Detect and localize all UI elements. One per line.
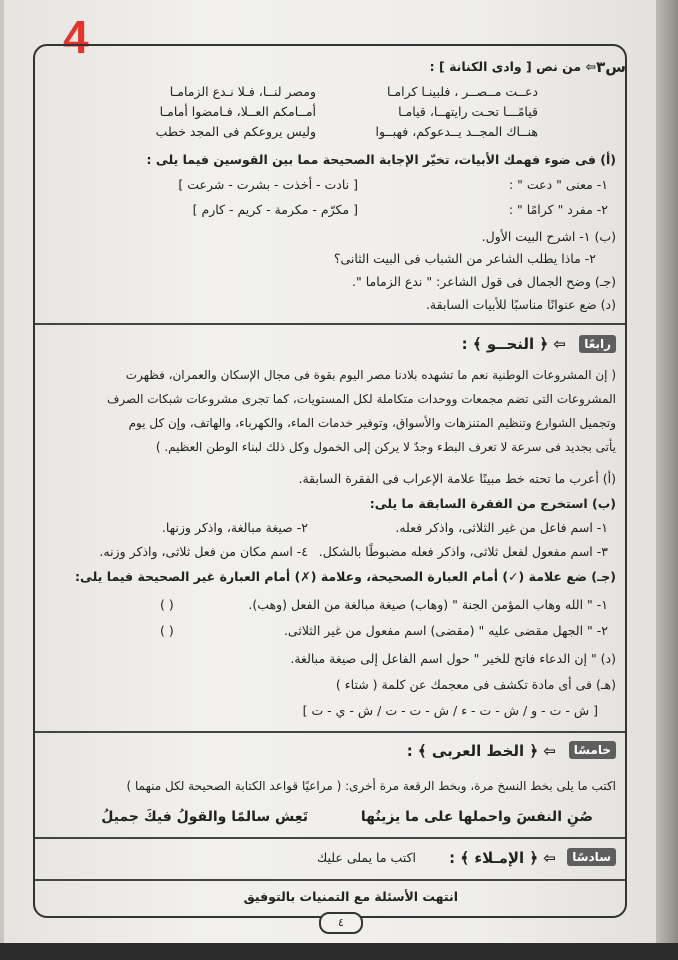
sec5-verse-right: صُنِ النفسَ واحملها على ما يزينُها: [360, 809, 593, 825]
poem-line1-left: ومصر لنــا، فـلا نـدع الزمامـا: [169, 84, 316, 99]
section6-heading: ⇦ ﴿ الإمـلاء ﴾ :: [449, 849, 556, 867]
section3-label: س٣: [596, 58, 626, 76]
sec4-c2-answer[interactable]: ( ): [160, 623, 174, 638]
sec3-a2-options: [ مكرّم - مكرمة - كريم - كارم ]: [192, 202, 358, 217]
section4-heading: ⇦ ﴿ النحــو ﴾ :: [461, 335, 566, 353]
grammar-para-line4: يأتى بجديد فى سرعة لا تعرف البطء وجدٌ لا يركن إلى الخمول وكل ذلك لبناء الوطن العظيم. ): [155, 440, 616, 454]
poem-line3-right: هنــاك المجــد يــدعوكم، فهبــوا: [375, 124, 538, 139]
grammar-para-line1: ( إن المشروعات الوطنية نعم ما تشهده بلادنا مصر اليوم بقوة فى مجال الإسكان والعمران، فظهرت: [125, 368, 616, 382]
footer-page-number: ٤: [319, 912, 363, 934]
sec3-a2-question: ٢- مفرد " كرامًا " :: [508, 202, 608, 217]
sec4-b-intro: (ب) استخرج من الفقرة السابقة ما يلى:: [369, 496, 616, 511]
section5-heading: ⇦ ﴿ الخط العربى ﴾ :: [406, 742, 556, 760]
sec3-a-intro: (أ) فى ضوء فهمك الأبيات، تخيّر الإجابة الصحيحة مما بين القوسين فيما يلى :: [146, 152, 616, 167]
poem-line2-right: قيامًـــا تحـت رايتهــا، قيامـا: [398, 104, 538, 119]
poem-line3-left: وليس يروعكم فى المجد خطب: [155, 124, 316, 139]
sec3-b1: (ب) ١- اشرح البيت الأول.: [481, 229, 616, 244]
divider-footer: [35, 879, 625, 881]
divider-sec5: [35, 731, 625, 733]
grammar-para-line2: المشروعات التى تضم مجمعات ووحدات متكاملة لكل المستويات، كما تجرى مشروعات شبكات الصرف: [106, 392, 616, 406]
section4-label: رابعًا: [579, 335, 616, 353]
section6-label: سادسًا: [567, 848, 616, 866]
sec4-b3: ٣- اسم مفعول لفعل ثلاثى، واذكر فعله مضبوطًا بالشكل.: [318, 544, 608, 559]
divider-sec6: [35, 837, 625, 839]
sec4-c1: ١- " الله وهاب المؤمن الجنة " (وهاب) صيغة مبالغة من الفعل (وهب).: [248, 597, 608, 612]
poem-line1-right: دعــت مــصــر ، فلبينـا كرامـا: [386, 84, 538, 99]
sec5-instruction: اكتب ما يلى بخط النسخ مرة، وبخط الرقعة مرة أخرى: ( مراعيًا قواعد الكتابة الصحيحة لكل منهما ): [126, 779, 616, 793]
sec5-verse-left: تَعِش سالمًا والقولُ فيكَ جميلُ: [101, 809, 308, 825]
sec4-d: (د) " إن الدعاء فاتح للخير " حول اسم الفاعل إلى صيغة مبالغة.: [290, 651, 616, 666]
divider-sec4: [35, 323, 625, 325]
footer-end-text: انتهت الأسئلة مع التمنيات بالتوفيق: [243, 889, 458, 904]
bottom-background: [0, 943, 678, 960]
sec3-a1-question: ١- معنى " دعت " :: [508, 177, 608, 192]
poem-line2-left: أمــامكم العــلا، فـامضوا أمامـا: [159, 104, 316, 119]
sec4-b1: ١- اسم فاعل من غير الثلاثى، واذكر فعله.: [395, 520, 608, 535]
sec4-c1-answer[interactable]: ( ): [160, 597, 174, 612]
page-marker: 4: [63, 11, 89, 63]
section5-label: خامسًا: [569, 741, 616, 759]
sec3-b2: ٢- ماذا يطلب الشاعر من الشباب فى البيت الثانى؟: [333, 251, 596, 266]
sec3-a1-options: [ نادت - أخذت - بشرت - شرعت ]: [178, 177, 358, 192]
sec4-b2: ٢- صيغة مبالغة، واذكر وزنها.: [161, 520, 308, 535]
sec4-e-options: [ ش - ت - و / ش - ت - ء / ش - ت - ت / ش - ي - ت ]: [302, 703, 598, 718]
sec3-c: (جـ) وضح الجمال فى قول الشاعر: " ندع الزماما ".: [352, 274, 616, 289]
sec4-c-intro: (جـ) ضع علامة (✓) أمام العبارة الصحيحة، وعلامة (✗) أمام العبارة غير الصحيحة فيما يلى:: [74, 569, 616, 584]
sec4-b4: ٤- اسم مكان من فعل ثلاثى، واذكر وزنه.: [99, 544, 308, 559]
sec4-a: (أ) أعرب ما تحته خط مبينًا علامة الإعراب فى الفقرة السابقة.: [298, 471, 616, 486]
sec3-d: (د) ضع عنوانًا مناسبًا للأبيات السابقة.: [425, 297, 616, 312]
page-edge-shadow: [656, 0, 678, 943]
sec6-instruction: اكتب ما يملى عليك: [316, 850, 416, 865]
grammar-para-line3: وتجميل الشوارع وتنظيم المتنزهات والأسواق، وتوفير خدمات الماء، والكهرباء، والهاتف، وإن كل يوم: [128, 416, 616, 430]
sec4-c2: ٢- " الجهل مقضى عليه " (مقضى) اسم مفعول من غير الثلاثى.: [283, 623, 608, 638]
section3-heading: ⇦ من نص [ وادى الكنانة ] :: [429, 59, 596, 74]
sec4-e: (هـ) فى أى مادة تكشف فى معجمك عن كلمة ( شتاء ): [335, 677, 616, 692]
